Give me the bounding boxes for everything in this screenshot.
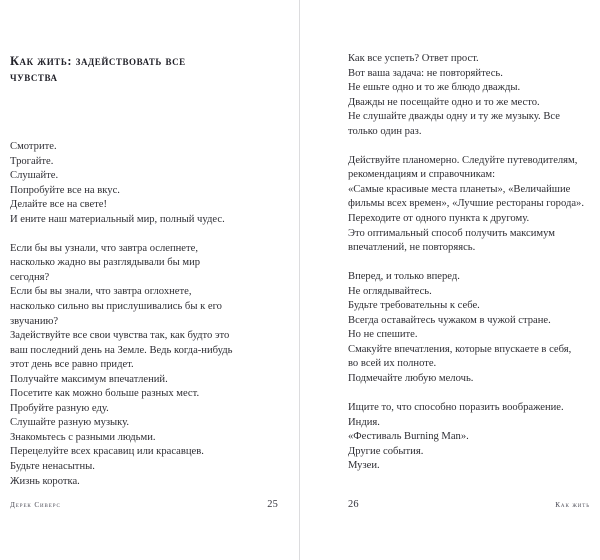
text-line: насколько жадно вы разглядывали бы мир	[10, 257, 201, 269]
text-line: этот день все равно придет.	[10, 359, 134, 371]
page-number: 25	[267, 499, 278, 510]
right-page-content	[348, 52, 590, 490]
text-line: Смакуйте впечатления, которые впускаете в себя,	[348, 343, 572, 355]
text-line: Смотрите.	[10, 141, 57, 152]
text-line: «Фестиваль Burning Man».	[348, 431, 469, 443]
text-line: Это оптимальный способ получить максимум	[348, 227, 555, 239]
text-line: только один раз.	[348, 125, 422, 137]
paragraph-gap	[348, 387, 590, 402]
text-line: Попробуйте все на вкус.	[10, 184, 120, 196]
running-head-author: Дерек Сиверс	[10, 501, 61, 509]
paragraph-gap	[348, 139, 590, 154]
text-line: Подмечайте любую мелочь.	[348, 373, 474, 385]
text-line: Пробуйте разную еду.	[10, 402, 109, 414]
text-line: Не ешьте одно и то же блюдо дважды.	[348, 82, 521, 94]
right-paragraph-3	[348, 270, 590, 386]
text-line: Задействуйте все свои чувства так, как будто это	[10, 330, 230, 342]
text-line: Дважды не посещайте одно и то же место.	[348, 96, 540, 108]
text-line: Перецелуйте всех красавиц или красавцев.	[10, 446, 204, 458]
left-paragraph-1	[10, 140, 278, 227]
text-line: Слушайте разную музыку.	[10, 417, 130, 429]
left-page-footer	[10, 499, 278, 510]
left-paragraph-2	[10, 242, 278, 489]
paragraph-gap	[10, 227, 278, 242]
title-body-gap	[10, 85, 278, 140]
text-line: Другие события.	[348, 445, 424, 457]
text-line: Если бы вы узнали, что завтра ослепнете,	[10, 242, 198, 254]
text-line: во всей их полноте.	[348, 358, 437, 370]
right-page	[300, 0, 600, 560]
text-line: Слушайте.	[10, 170, 59, 182]
text-line: Трогайте.	[10, 155, 54, 167]
text-line: насколько сильно вы прислушивались бы к его	[10, 301, 222, 313]
text-line: Будьте ненасытны.	[10, 461, 95, 473]
text-line: Знакомьтесь с разными людьми.	[10, 431, 156, 443]
text-line: Если бы вы знали, что завтра оглохнете,	[10, 286, 192, 298]
left-page-content	[10, 52, 278, 490]
text-line: Не слушайте дважды одну и ту же музыку. Все	[348, 111, 560, 123]
right-paragraph-2	[348, 154, 590, 256]
text-line: рекомендациям и справочникам:	[348, 169, 496, 181]
text-line: И ените наш материальный мир, полный чудес.	[10, 213, 225, 225]
page-number: 26	[348, 499, 359, 510]
text-line: Жизнь коротка.	[10, 475, 80, 487]
text-line: Но не спешите.	[348, 329, 418, 341]
text-line: Не оглядывайтесь.	[348, 285, 432, 297]
text-line: Посетите как можно больше разных мест.	[10, 388, 200, 400]
right-paragraph-4	[348, 401, 590, 474]
text-line: Музеи.	[348, 460, 380, 472]
text-line: звучанию?	[10, 315, 59, 327]
running-head-chapter: Как жить	[555, 501, 590, 509]
text-line: Индия.	[348, 416, 380, 428]
text-line: фильмы всех времен», «Лучшие рестораны города».	[348, 198, 584, 210]
text-line: ваш последний день на Земле. Ведь когда-нибудь	[10, 344, 233, 356]
text-line: Как все успеть? Ответ прост.	[348, 53, 479, 64]
right-page-footer	[348, 499, 590, 510]
text-line: Действуйте планомерно. Следуйте путеводителям,	[348, 154, 578, 166]
text-line: Вперед, и только вперед.	[348, 271, 460, 283]
text-line: «Самые красивые места планеты», «Величайшие	[348, 183, 571, 195]
paragraph-gap	[348, 256, 590, 271]
text-line: Вот ваша задача: не повторяйтесь.	[348, 67, 503, 79]
text-line: Получайте максимум впечатлений.	[10, 373, 168, 385]
chapter-title: Как жить: задействовать все чувства	[10, 54, 186, 84]
text-line: сегодня?	[10, 271, 50, 283]
text-line: Делайте все на свете!	[10, 199, 108, 211]
text-line: Будьте требовательны к себе.	[348, 300, 480, 312]
text-line: впечатлений, не повторяясь.	[348, 242, 476, 254]
text-line: Всегда оставайтесь чужаком в чужой стране.	[348, 314, 551, 326]
text-line: Переходите от одного пункта к другому.	[348, 213, 530, 225]
right-paragraph-1	[348, 52, 590, 139]
text-line: Ищите то, что способно поразить воображение.	[348, 402, 564, 414]
